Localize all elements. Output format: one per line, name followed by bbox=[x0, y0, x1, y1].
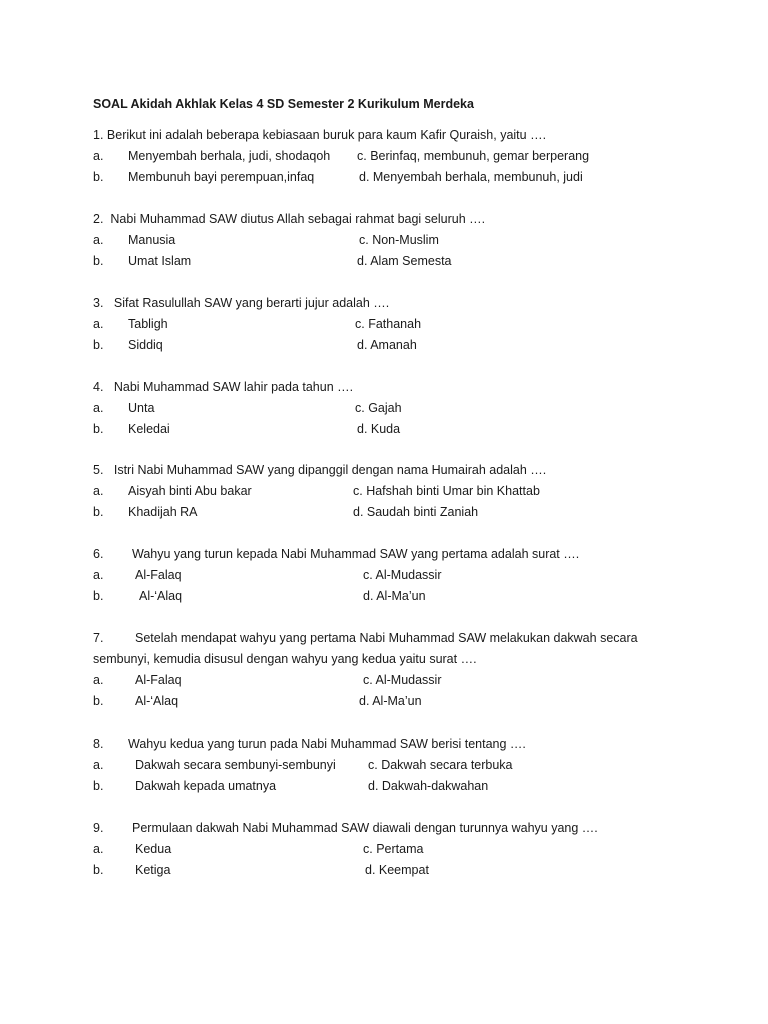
question-number: 2. bbox=[93, 212, 104, 226]
option-label-a: a. bbox=[93, 673, 104, 687]
option-label-b: b. bbox=[93, 338, 104, 352]
option-b: Siddiq bbox=[128, 338, 163, 352]
option-a: Manusia bbox=[128, 233, 176, 247]
option-label-b: b. bbox=[93, 694, 104, 708]
option-d: d. Amanah bbox=[357, 338, 417, 352]
option-label-b: b. bbox=[93, 170, 104, 184]
option-a: Al-Falaq bbox=[135, 568, 182, 582]
question-text: Berikut ini adalah beberapa kebiasaan buruk para kaum Kafir Quraish, yaitu …. bbox=[106, 128, 547, 142]
option-label-a: a. bbox=[93, 233, 104, 247]
question-number: 3. bbox=[93, 296, 104, 310]
option-label-b: b. bbox=[93, 863, 104, 877]
option-label-b: b. bbox=[93, 779, 104, 793]
option-c: c. Hafshah binti Umar bin Khattab bbox=[353, 484, 540, 498]
question-9-number: 9. bbox=[93, 821, 104, 835]
option-label-b: b. bbox=[93, 422, 104, 436]
option-label-a: a. bbox=[93, 842, 104, 856]
document-title: SOAL Akidah Akhlak Kelas 4 SD Semester 2 Kurikulum Merdeka bbox=[93, 97, 474, 111]
option-d: d. Keempat bbox=[365, 863, 429, 877]
option-b: Khadijah RA bbox=[128, 505, 198, 519]
option-c: c. Gajah bbox=[355, 401, 402, 415]
option-d: d. Dakwah-dakwahan bbox=[368, 779, 489, 793]
option-b: Al-‘Alaq bbox=[139, 589, 183, 603]
option-label-a: a. bbox=[93, 401, 104, 415]
option-a: Al-Falaq bbox=[135, 673, 182, 687]
option-label-a: a. bbox=[93, 317, 104, 331]
question-4 bbox=[93, 379, 353, 395]
option-c: c. Non-Muslim bbox=[359, 233, 439, 247]
option-label-a: a. bbox=[93, 149, 104, 163]
question-text: Sifat Rasulullah SAW yang berarti jujur adalah …. bbox=[113, 296, 390, 310]
option-label-b: b. bbox=[93, 254, 104, 268]
option-c: c. Fathanah bbox=[355, 317, 422, 331]
option-c: c. Al-Mudassir bbox=[363, 673, 442, 687]
option-a: Aisyah binti Abu bakar bbox=[128, 484, 252, 498]
question-7-text-continued: sembunyi, kemudia disusul dengan wahyu yang kedua yaitu surat …. bbox=[93, 652, 477, 666]
option-c: c. Berinfaq, membunuh, gemar berperang bbox=[357, 149, 590, 163]
question-1 bbox=[93, 127, 546, 143]
question-text: Istri Nabi Muhammad SAW yang dipanggil dengan nama Humairah adalah …. bbox=[113, 463, 547, 477]
option-b: Keledai bbox=[128, 422, 170, 436]
question-text: Nabi Muhammad SAW diutus Allah sebagai rahmat bagi seluruh …. bbox=[110, 212, 486, 226]
option-c: c. Dakwah secara terbuka bbox=[368, 758, 513, 772]
option-d: d. Al-Ma’un bbox=[359, 694, 422, 708]
option-b: Membunuh bayi perempuan,infaq bbox=[128, 170, 315, 184]
question-3 bbox=[93, 295, 389, 311]
option-d: d. Al-Ma’un bbox=[363, 589, 426, 603]
option-label-a: a. bbox=[93, 484, 104, 498]
question-number: 1. bbox=[93, 128, 104, 142]
option-c: c. Al-Mudassir bbox=[363, 568, 442, 582]
option-d: d. Kuda bbox=[357, 422, 401, 436]
option-b: Dakwah kepada umatnya bbox=[135, 779, 277, 793]
option-a: Kedua bbox=[135, 842, 172, 856]
option-label-a: a. bbox=[93, 568, 104, 582]
question-2 bbox=[93, 211, 485, 227]
question-5 bbox=[93, 462, 546, 478]
question-text: Nabi Muhammad SAW lahir pada tahun …. bbox=[113, 380, 354, 394]
question-8-text: Wahyu kedua yang turun pada Nabi Muhammad SAW berisi tentang …. bbox=[128, 737, 526, 751]
option-d: d. Menyembah berhala, membunuh, judi bbox=[359, 170, 583, 184]
option-label-b: b. bbox=[93, 505, 104, 519]
question-8-number: 8. bbox=[93, 737, 104, 751]
question-number: 5. bbox=[93, 463, 104, 477]
option-c: c. Pertama bbox=[363, 842, 424, 856]
option-b: Ketiga bbox=[135, 863, 171, 877]
option-d: d. Saudah binti Zaniah bbox=[353, 505, 479, 519]
option-label-b: b. bbox=[93, 589, 104, 603]
option-a: Menyembah berhala, judi, shodaqoh bbox=[128, 149, 331, 163]
option-d: d. Alam Semesta bbox=[357, 254, 452, 268]
option-b: Al-‘Alaq bbox=[135, 694, 179, 708]
option-a: Unta bbox=[128, 401, 155, 415]
option-label-a: a. bbox=[93, 758, 104, 772]
question-7-text: Setelah mendapat wahyu yang pertama Nabi Muhammad SAW melakukan dakwah secara bbox=[135, 631, 638, 645]
question-number: 4. bbox=[93, 380, 104, 394]
question-9-text: Permulaan dakwah Nabi Muhammad SAW diawali dengan turunnya wahyu yang …. bbox=[132, 821, 598, 835]
option-a: Dakwah secara sembunyi-sembunyi bbox=[135, 758, 336, 772]
question-7-number: 7. bbox=[93, 631, 104, 645]
question-6-number: 6. bbox=[93, 547, 104, 561]
option-b: Umat Islam bbox=[128, 254, 192, 268]
question-6-text: Wahyu yang turun kepada Nabi Muhammad SAW yang pertama adalah surat …. bbox=[132, 547, 580, 561]
option-a: Tabligh bbox=[128, 317, 168, 331]
